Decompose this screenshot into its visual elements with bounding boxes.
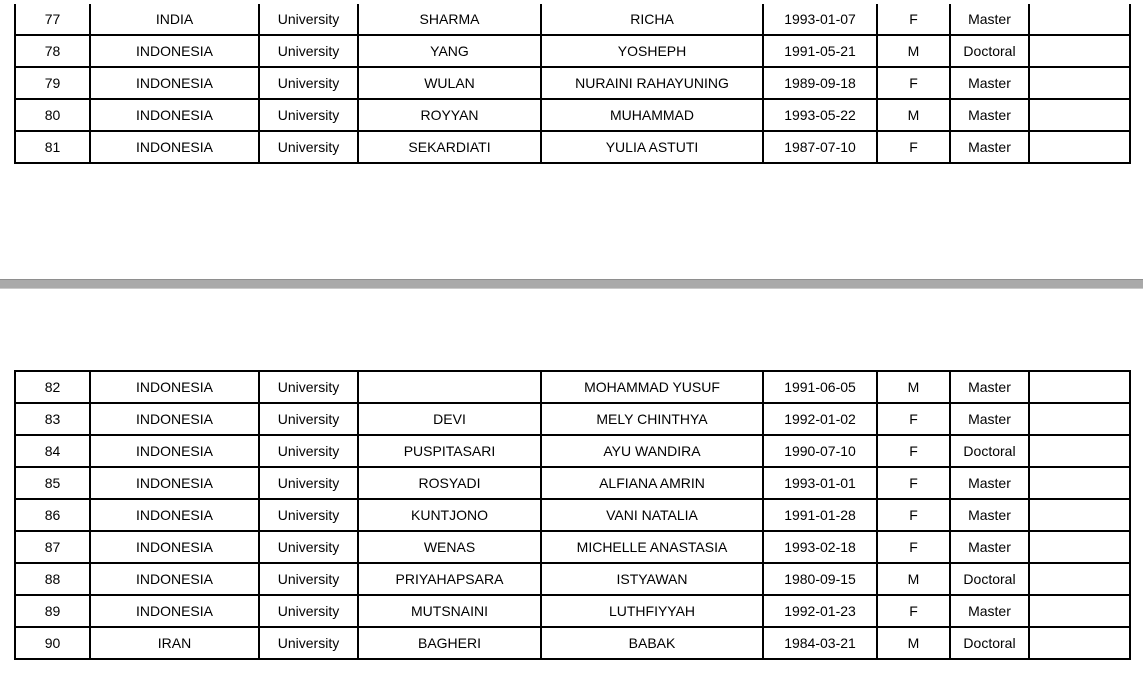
surname-cell: PUSPITASARI	[358, 435, 541, 467]
sex-cell: F	[877, 403, 950, 435]
degree-cell: Master	[950, 4, 1029, 35]
degree-cell: Master	[950, 595, 1029, 627]
birth-date-cell: 1993-01-07	[763, 4, 877, 35]
sex-cell: M	[877, 99, 950, 131]
institution-type-cell: University	[259, 99, 358, 131]
birth-date-cell: 1992-01-23	[763, 595, 877, 627]
given-name-cell: YOSHEPH	[541, 35, 763, 67]
degree-cell: Doctoral	[950, 627, 1029, 659]
surname-cell: ROYYAN	[358, 99, 541, 131]
surname-cell: MUTSNAINI	[358, 595, 541, 627]
extra-cell	[1029, 563, 1130, 595]
row-number-cell: 85	[15, 467, 90, 499]
degree-cell: Master	[950, 467, 1029, 499]
birth-date-cell: 1993-05-22	[763, 99, 877, 131]
birth-date-cell: 1987-07-10	[763, 131, 877, 163]
institution-type-cell: University	[259, 595, 358, 627]
institution-type-cell: University	[259, 499, 358, 531]
given-name-cell: MELY CHINTHYA	[541, 403, 763, 435]
institution-type-cell: University	[259, 531, 358, 563]
table-row	[15, 531, 1130, 563]
surname-cell: KUNTJONO	[358, 499, 541, 531]
institution-type-cell: University	[259, 4, 358, 35]
degree-cell: Master	[950, 131, 1029, 163]
extra-cell	[1029, 371, 1130, 403]
country-cell: INDONESIA	[90, 67, 259, 99]
country-cell: INDONESIA	[90, 467, 259, 499]
country-cell: INDONESIA	[90, 99, 259, 131]
birth-date-cell: 1993-01-01	[763, 467, 877, 499]
sex-cell: F	[877, 435, 950, 467]
document-page-bottom	[0, 289, 1143, 681]
extra-cell	[1029, 67, 1130, 99]
participants-table-bottom	[14, 370, 1131, 660]
sex-cell: F	[877, 499, 950, 531]
table-row	[15, 499, 1130, 531]
extra-cell	[1029, 467, 1130, 499]
institution-type-cell: University	[259, 467, 358, 499]
row-number-cell: 84	[15, 435, 90, 467]
table-row	[15, 595, 1130, 627]
birth-date-cell: 1991-05-21	[763, 35, 877, 67]
table-body-bottom	[15, 371, 1130, 659]
birth-date-cell: 1980-09-15	[763, 563, 877, 595]
extra-cell	[1029, 35, 1130, 67]
surname-cell	[358, 371, 541, 403]
row-number-cell: 86	[15, 499, 90, 531]
page-separator	[0, 279, 1143, 289]
degree-cell: Doctoral	[950, 435, 1029, 467]
row-number-cell: 81	[15, 131, 90, 163]
extra-cell	[1029, 131, 1130, 163]
country-cell: INDONESIA	[90, 403, 259, 435]
surname-cell: YANG	[358, 35, 541, 67]
row-number-cell: 89	[15, 595, 90, 627]
birth-date-cell: 1991-06-05	[763, 371, 877, 403]
surname-cell: ROSYADI	[358, 467, 541, 499]
given-name-cell: BABAK	[541, 627, 763, 659]
row-number-cell: 79	[15, 67, 90, 99]
table-row	[15, 67, 1130, 99]
birth-date-cell: 1993-02-18	[763, 531, 877, 563]
birth-date-cell: 1992-01-02	[763, 403, 877, 435]
country-cell: INDONESIA	[90, 131, 259, 163]
table-row	[15, 4, 1130, 35]
sex-cell: M	[877, 35, 950, 67]
birth-date-cell: 1991-01-28	[763, 499, 877, 531]
table-body-top	[15, 4, 1130, 163]
degree-cell: Master	[950, 531, 1029, 563]
row-number-cell: 77	[15, 4, 90, 35]
extra-cell	[1029, 499, 1130, 531]
row-number-cell: 78	[15, 35, 90, 67]
country-cell: INDONESIA	[90, 435, 259, 467]
institution-type-cell: University	[259, 371, 358, 403]
table-row	[15, 403, 1130, 435]
given-name-cell: AYU WANDIRA	[541, 435, 763, 467]
row-number-cell: 88	[15, 563, 90, 595]
sex-cell: F	[877, 67, 950, 99]
degree-cell: Master	[950, 499, 1029, 531]
birth-date-cell: 1984-03-21	[763, 627, 877, 659]
country-cell: INDONESIA	[90, 371, 259, 403]
sex-cell: M	[877, 627, 950, 659]
extra-cell	[1029, 627, 1130, 659]
given-name-cell: ALFIANA AMRIN	[541, 467, 763, 499]
surname-cell: WENAS	[358, 531, 541, 563]
table-row	[15, 435, 1130, 467]
institution-type-cell: University	[259, 131, 358, 163]
participants-table-top	[14, 4, 1131, 164]
surname-cell: BAGHERI	[358, 627, 541, 659]
country-cell: INDONESIA	[90, 595, 259, 627]
row-number-cell: 90	[15, 627, 90, 659]
country-cell: INDONESIA	[90, 499, 259, 531]
extra-cell	[1029, 403, 1130, 435]
surname-cell: DEVI	[358, 403, 541, 435]
extra-cell	[1029, 435, 1130, 467]
sex-cell: M	[877, 563, 950, 595]
country-cell: INDONESIA	[90, 531, 259, 563]
country-cell: INDIA	[90, 4, 259, 35]
degree-cell: Master	[950, 403, 1029, 435]
row-number-cell: 80	[15, 99, 90, 131]
surname-cell: WULAN	[358, 67, 541, 99]
institution-type-cell: University	[259, 403, 358, 435]
row-number-cell: 82	[15, 371, 90, 403]
table-row	[15, 467, 1130, 499]
table-row	[15, 131, 1130, 163]
document-page-top	[0, 0, 1143, 279]
country-cell: IRAN	[90, 627, 259, 659]
table-row	[15, 371, 1130, 403]
institution-type-cell: University	[259, 35, 358, 67]
sex-cell: F	[877, 595, 950, 627]
degree-cell: Master	[950, 371, 1029, 403]
given-name-cell: MOHAMMAD YUSUF	[541, 371, 763, 403]
degree-cell: Doctoral	[950, 563, 1029, 595]
given-name-cell: MUHAMMAD	[541, 99, 763, 131]
given-name-cell: YULIA ASTUTI	[541, 131, 763, 163]
institution-type-cell: University	[259, 627, 358, 659]
birth-date-cell: 1989-09-18	[763, 67, 877, 99]
degree-cell: Master	[950, 99, 1029, 131]
surname-cell: SHARMA	[358, 4, 541, 35]
table-row	[15, 563, 1130, 595]
surname-cell: SEKARDIATI	[358, 131, 541, 163]
institution-type-cell: University	[259, 435, 358, 467]
institution-type-cell: University	[259, 67, 358, 99]
extra-cell	[1029, 99, 1130, 131]
given-name-cell: MICHELLE ANASTASIA	[541, 531, 763, 563]
given-name-cell: NURAINI RAHAYUNING	[541, 67, 763, 99]
extra-cell	[1029, 4, 1130, 35]
table-row	[15, 627, 1130, 659]
sex-cell: M	[877, 371, 950, 403]
country-cell: INDONESIA	[90, 35, 259, 67]
birth-date-cell: 1990-07-10	[763, 435, 877, 467]
sex-cell: F	[877, 467, 950, 499]
given-name-cell: ISTYAWAN	[541, 563, 763, 595]
sex-cell: F	[877, 131, 950, 163]
sex-cell: F	[877, 4, 950, 35]
sex-cell: F	[877, 531, 950, 563]
table-row	[15, 99, 1130, 131]
row-number-cell: 83	[15, 403, 90, 435]
country-cell: INDONESIA	[90, 563, 259, 595]
degree-cell: Master	[950, 67, 1029, 99]
degree-cell: Doctoral	[950, 35, 1029, 67]
given-name-cell: LUTHFIYYAH	[541, 595, 763, 627]
extra-cell	[1029, 531, 1130, 563]
surname-cell: PRIYAHAPSARA	[358, 563, 541, 595]
given-name-cell: VANI NATALIA	[541, 499, 763, 531]
row-number-cell: 87	[15, 531, 90, 563]
table-row	[15, 35, 1130, 67]
institution-type-cell: University	[259, 563, 358, 595]
extra-cell	[1029, 595, 1130, 627]
given-name-cell: RICHA	[541, 4, 763, 35]
